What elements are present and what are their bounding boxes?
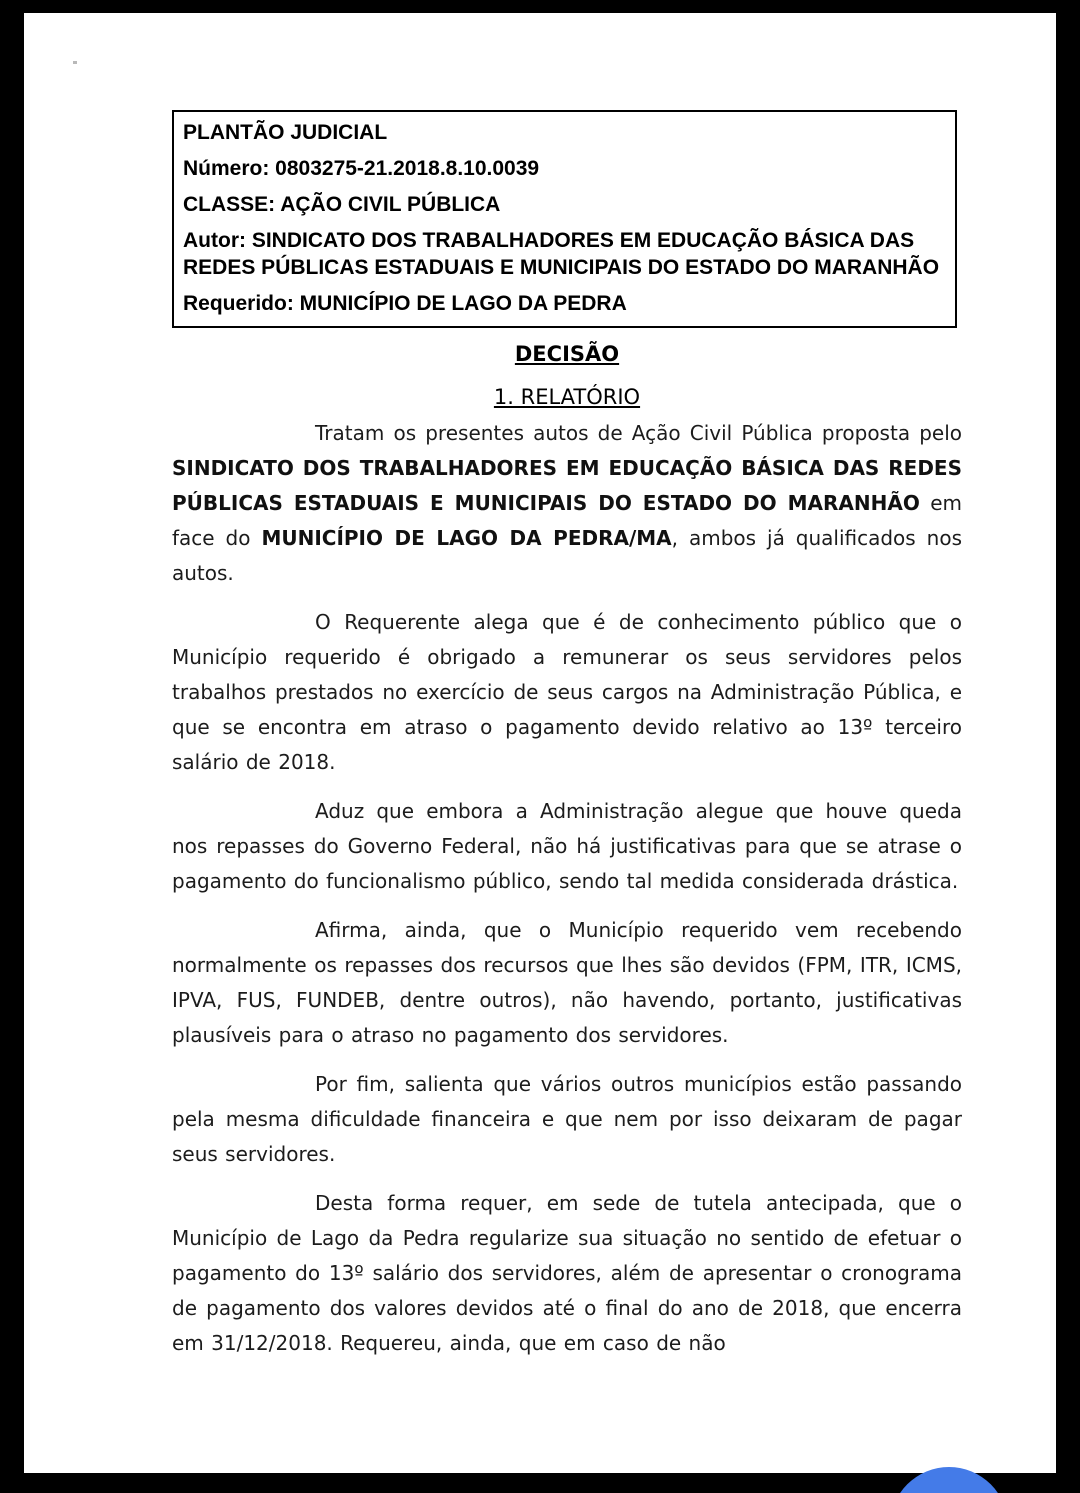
body-paragraph: Desta forma requer, em sede de tutela antecipada, que o Município de Lago da Pedra regularize sua situação no sentido de efetuar o pagamento do 13º salário dos servidores, além de apresentar o cronograma de pagamento dos valores devidos até o final do ano de 2018, que encerra em 31/12/2018. Requereu, ainda, que em caso de não xyxy=(172,1191,962,1355)
case-field-autor: Autor: SINDICATO DOS TRABALHADORES EM EDUCAÇÃO BÁSICA DAS REDES PÚBLICAS ESTADUAIS E MUNICIPAIS DO ESTADO DO MARANHÃO xyxy=(183,229,940,279)
body-paragraph: O Requerente alega que é de conhecimento público que o Município requerido é obrigado a remunerar os seus servidores pelos trabalhos prestados no exercício de seus cargos na Administração Pública, e que se encontra em atraso o pagamento devido relativo ao 13º terceiro salário de 2018. xyxy=(172,610,962,774)
body-paragraph: Por fim, salienta que vários outros municípios estão passando pela mesma dificuldade financeira e que nem por isso deixaram de pagar seus servidores. xyxy=(172,1072,962,1166)
case-field-plantao: PLANTÃO JUDICIAL xyxy=(183,121,388,144)
body-paragraph: Tratam os presentes autos de Ação Civil Pública proposta pelo SINDICATO DOS TRABALHADORES EM EDUCAÇÃO BÁSICA DAS REDES PÚBLICAS ESTADUAIS E MUNICIPAIS DO ESTADO DO MARANHÃO em face do MUNICÍPIO DE LAGO DA PEDRA/MA, ambos já qualificados nos autos. xyxy=(172,421,962,585)
case-field-numero: Número: 0803275-21.2018.8.10.0039 xyxy=(183,157,540,180)
document-page xyxy=(24,13,1056,1473)
body-paragraph: Aduz que embora a Administração alegue que houve queda nos repasses do Governo Federal, não há justificativas para que se atrase o pagamento do funcionalismo público, sendo tal medida considerada drástica. xyxy=(172,799,962,893)
relatorio-heading: 1. RELATÓRIO xyxy=(493,385,641,409)
case-header-box xyxy=(172,110,957,328)
document-content xyxy=(172,13,962,1375)
case-field-requerido: Requerido: MUNICÍPIO DE LAGO DA PEDRA xyxy=(183,292,627,315)
decision-heading: DECISÃO xyxy=(514,342,620,366)
body-paragraph: Afirma, ainda, que o Município requerido vem recebendo normalmente os repasses dos recursos que lhes são devidos (FPM, ITR, ICMS, IPVA, FUS, FUNDEB, dentre outros), não havendo, portanto, justificativas plausíveis para o atraso no pagamento dos servidores. xyxy=(172,918,962,1047)
body-paragraphs xyxy=(172,416,962,1361)
stray-mark xyxy=(73,61,77,64)
case-field-classe: CLASSE: AÇÃO CIVIL PÚBLICA xyxy=(183,193,501,216)
